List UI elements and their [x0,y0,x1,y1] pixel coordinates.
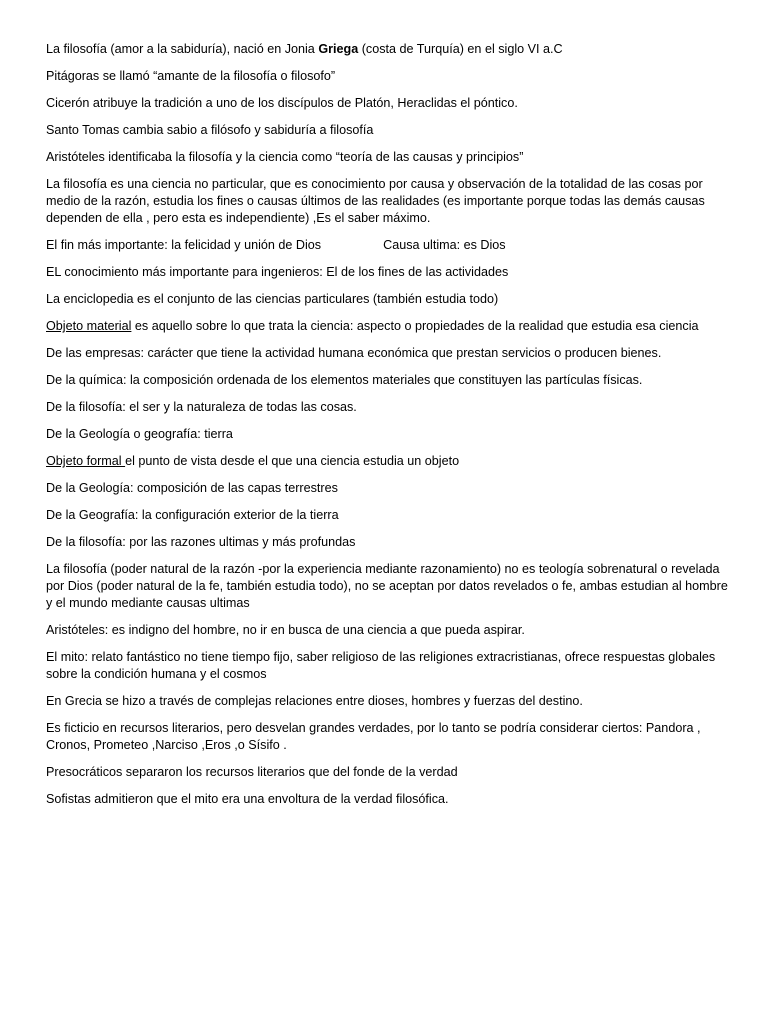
paragraph-filosofia-razones: De la filosofía: por las razones ultimas y más profundas [46,535,356,549]
paragraph-empresas: De las empresas: carácter que tiene la actividad humana económica que prestan servicios o producen bienes. [46,346,662,360]
paragraph-fin-importante [46,237,728,254]
paragraph-presocraticos: Presocráticos separaron los recursos literarios que del fonde de la verdad [46,765,458,779]
paragraph-objeto-material [46,318,728,335]
paragraph-conocimiento-ingenieros: EL conocimiento más importante para ingenieros: El de los fines de las actividades [46,265,509,279]
paragraph-aristoteles-indigno: Aristóteles: es indigno del hombre, no ir en busca de una ciencia a que pueda aspirar. [46,623,525,637]
paragraph-objeto-formal [46,453,728,470]
paragraph-aristoteles-teoria: Aristóteles identificaba la filosofía y la ciencia como “teoría de las causas y principios” [46,150,524,164]
paragraph-ciceron: Cicerón atribuye la tradición a uno de los discípulos de Platón, Heraclidas el póntico. [46,96,518,110]
paragraph-filosofia-ser: De la filosofía: el ser y la naturaleza de todas las cosas. [46,400,357,414]
paragraph-pitagoras: Pitágoras se llamó “amante de la filosofía o filosofo” [46,69,336,83]
text-run: (costa de Turquía) en el siglo VI a.C [358,42,563,56]
underlined-term-objeto-formal: Objeto formal [46,454,126,468]
paragraph-sofistas: Sofistas admitieron que el mito era una envoltura de la verdad filosófica. [46,792,449,806]
paragraph-ficticio: Es ficticio en recursos literarios, pero desvelan grandes verdades, por lo tanto se podría considerar ciertos: Pandora , Cronos, Prometeo ,Narciso ,Eros ,o Sísifo . [46,721,701,752]
text-run: es aquello sobre lo que trata la ciencia: aspecto o propiedades de la realidad que estudia esa ciencia [131,319,699,333]
paragraph-geologia-capas: De la Geología: composición de las capas terrestres [46,481,338,495]
underlined-term-objeto-material: Objeto material [46,319,132,333]
paragraph-geologia-tierra: De la Geología o geografía: tierra [46,427,233,441]
paragraph-grecia: En Grecia se hizo a través de complejas relaciones entre dioses, hombres y fuerzas del destino. [46,694,583,708]
text-run: La filosofía (amor a la sabiduría), nació en Jonia [46,42,319,56]
paragraph-filosofia-teologia: La filosofía (poder natural de la razón -por la experiencia mediante razonamiento) no es teología sobrenatural o revelada por Dios (poder natural de la fe, también estudia todo), no se aceptan por datos revelados o fe, ambas estudian al hombre y el mundo mediante causas ultimas [46,562,728,610]
paragraph-origen-filosofia [46,41,728,58]
bold-text-griega: Griega [318,42,359,56]
paragraph-santo-tomas: Santo Tomas cambia sabio a filósofo y sabiduría a filosofía [46,123,374,137]
paragraph-geografia: De la Geografía: la configuración exterior de la tierra [46,508,339,522]
paragraph-definicion-filosofia: La filosofía es una ciencia no particular, que es conocimiento por causa y observación de la totalidad de las cosas por medio de la razón, estudia los fines o causas últimos de las realidades (es importante porque todas las demás causas dependen de ella , pero esta es independiente) ,Es el saber máximo. [46,177,705,225]
text-run: el punto de vista desde el que una ciencia estudia un objeto [125,454,460,468]
text-run: El fin más importante: la felicidad y unión de Dios [46,238,322,252]
paragraph-mito: El mito: relato fantástico no tiene tiempo fijo, saber religioso de las religiones extracristianas, ofrece respuestas globales sobre la condición humana y el cosmos [46,650,716,681]
paragraph-quimica: De la química: la composición ordenada de los elementos materiales que constituyen las partículas físicas. [46,373,643,387]
paragraph-enciclopedia: La enciclopedia es el conjunto de las ciencias particulares (también estudia todo) [46,292,499,306]
text-run: Causa ultima: es Dios [383,238,506,252]
